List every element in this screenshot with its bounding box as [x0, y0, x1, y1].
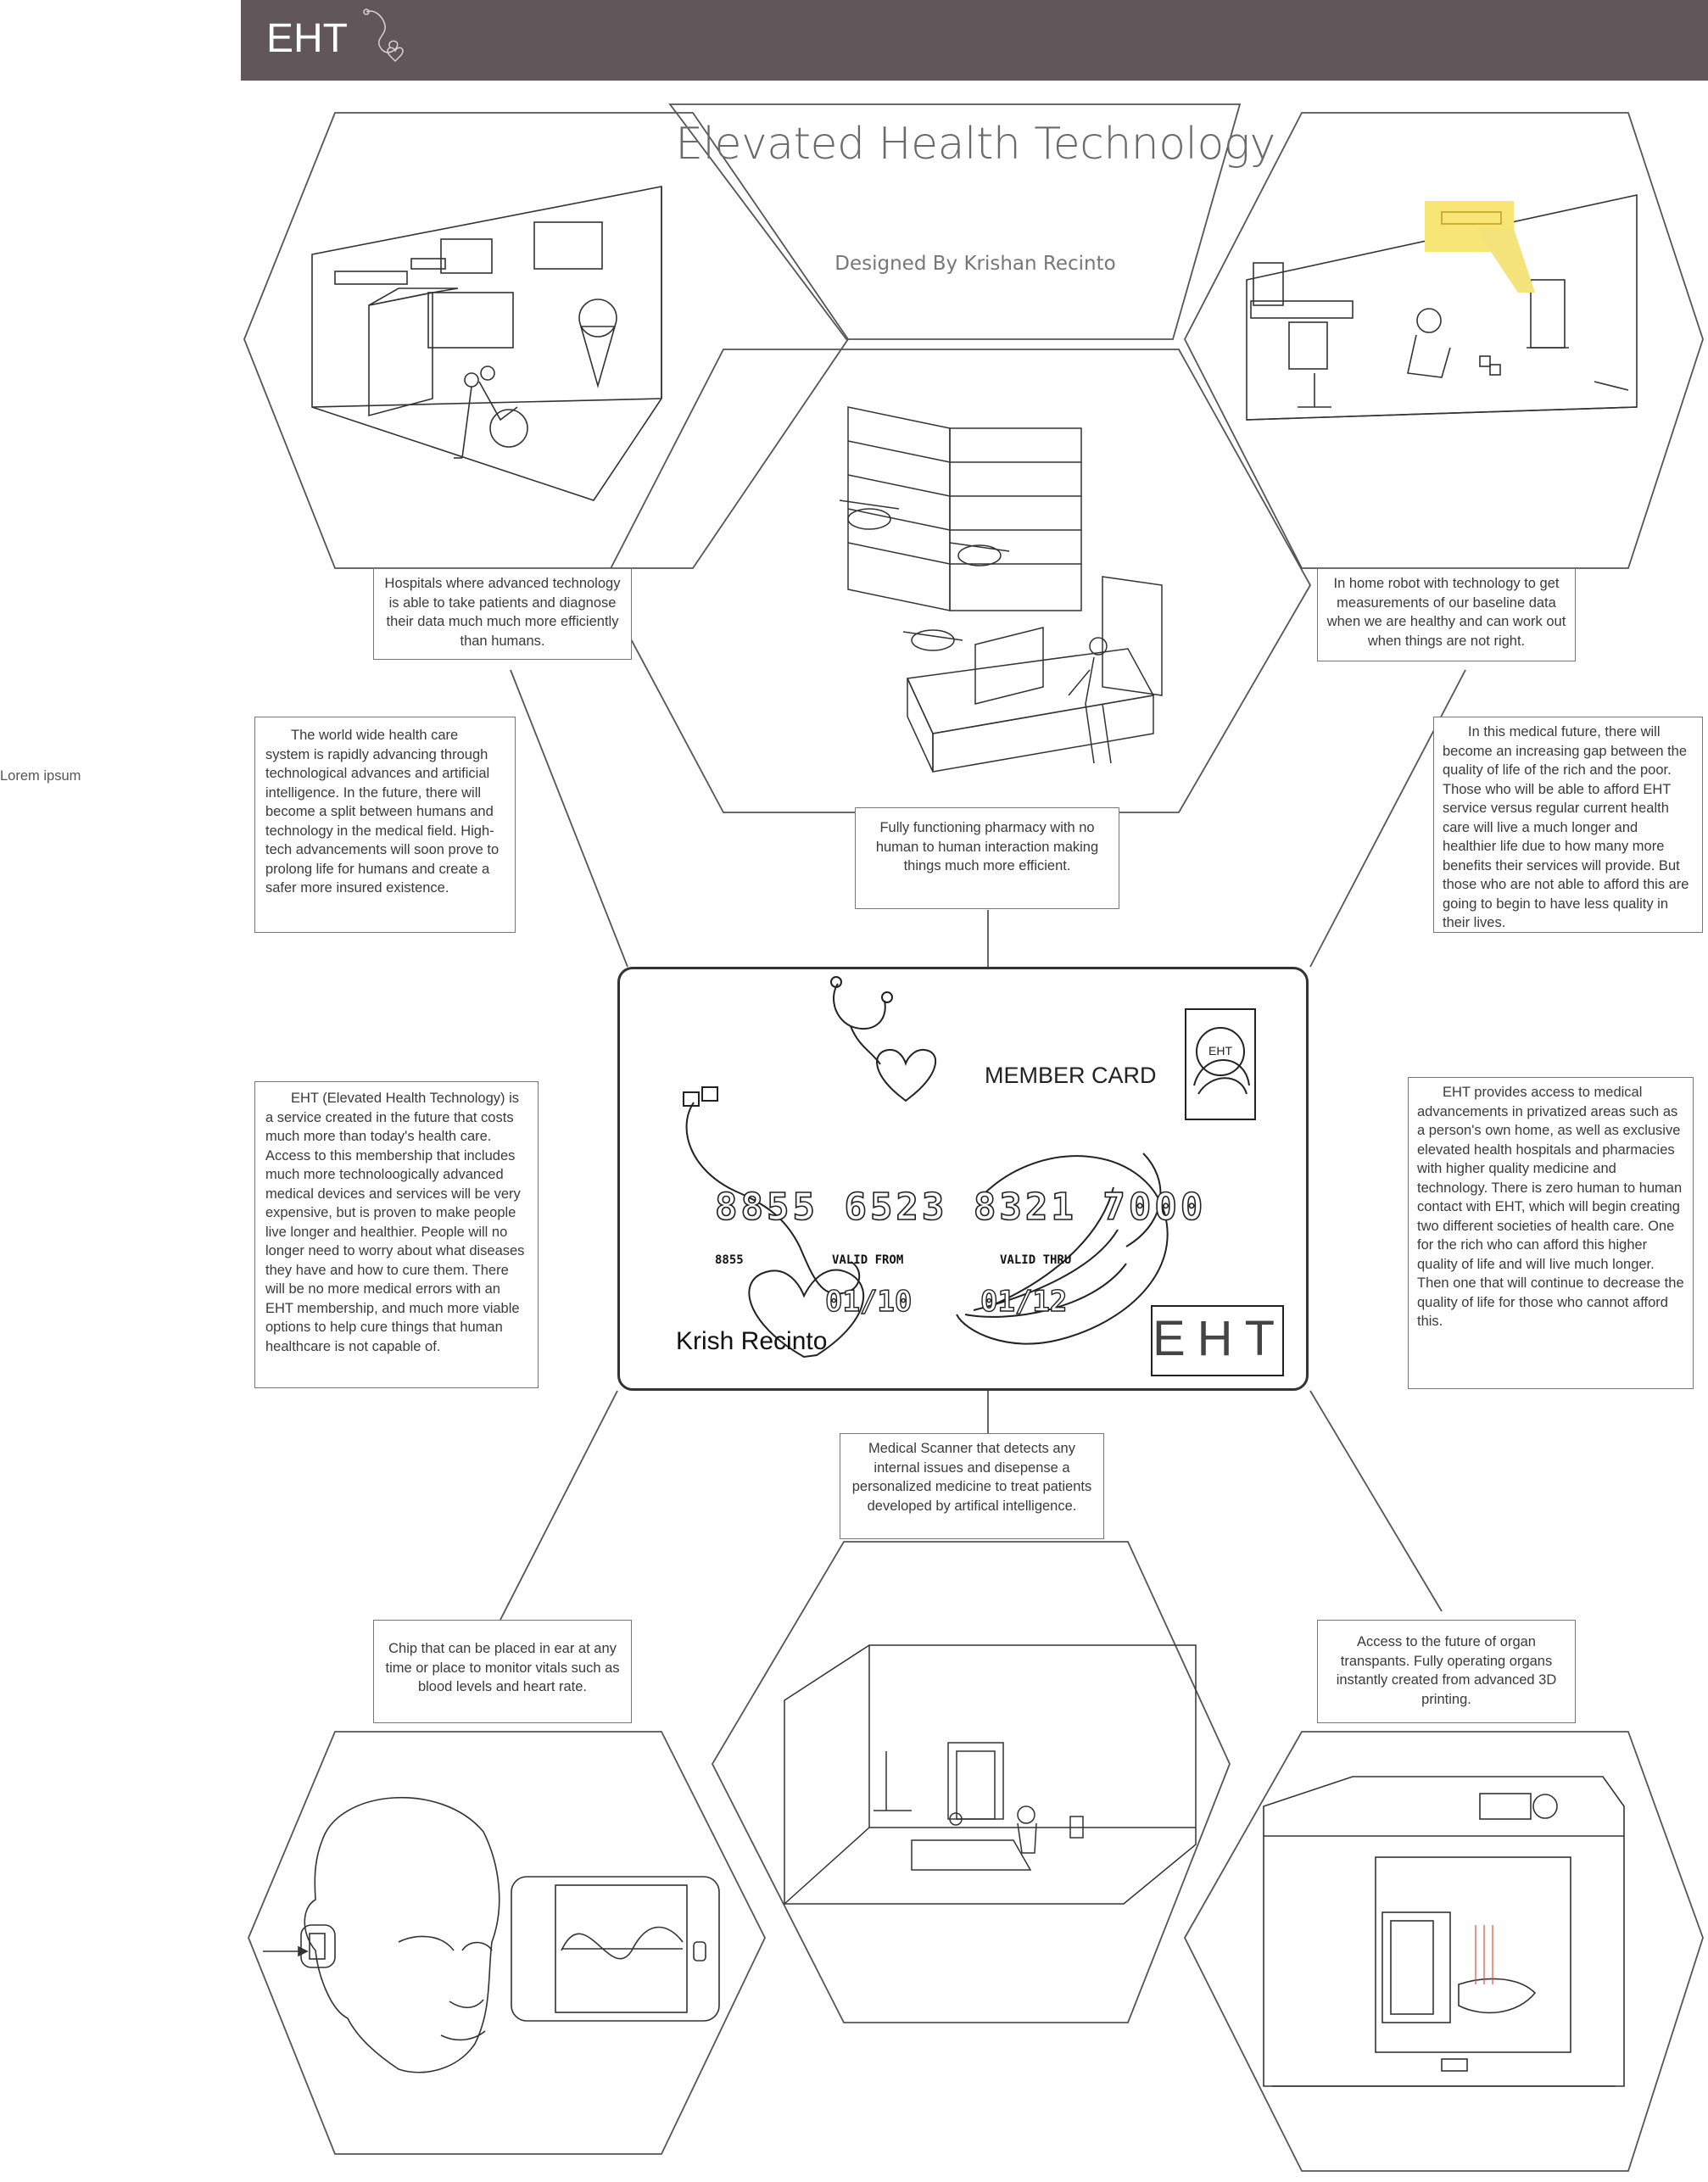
- paragraph-world-health-text: The world wide health care system is rapidly advancing through technological advances and artificial intelligence. In the future, there will become a split between humans and technology in the medical field. High-tech advancements will soon prove to prolong life for humans and create a safer more insured existence.: [265, 728, 500, 896]
- paragraph-world-health: [254, 717, 516, 933]
- scanner-illustration: [784, 1645, 1196, 1904]
- side-note: Lorem ipsum: [0, 768, 81, 784]
- caption-ear-chip: [373, 1620, 632, 1723]
- caption-pharmacy-text: Fully functioning pharmacy with no human to human interaction making things much more efficient.: [875, 820, 1099, 873]
- card-small-number: 8855: [715, 1253, 744, 1267]
- card-emblem-text: EHT: [1208, 1044, 1232, 1058]
- caption-organs-text: Access to the future of organ transpants. Fully operating organs instantly created from advanced 3D printing.: [1336, 1634, 1557, 1707]
- hexagon-pharmacy: [602, 349, 1310, 812]
- card-holder-name: Krish Recinto: [676, 1327, 828, 1355]
- organ-printer-illustration: [1264, 1777, 1624, 2086]
- caption-pharmacy: [855, 807, 1119, 909]
- connector-line: [511, 670, 628, 967]
- emblem: [1186, 1009, 1255, 1119]
- hexagon-scanner: [712, 1542, 1230, 2023]
- hexagon-organs: [1185, 1732, 1703, 2171]
- caption-hospital: [373, 568, 632, 660]
- card-valid-from-label: VALID FROM: [832, 1253, 904, 1267]
- connector-line: [500, 1391, 617, 1620]
- heart-icon: [877, 1050, 935, 1101]
- caption-organs: [1317, 1620, 1576, 1723]
- paragraph-eht-service: [254, 1081, 539, 1388]
- card-valid-from: 01/10: [825, 1285, 913, 1319]
- pharmacy-illustration: [840, 407, 1162, 772]
- hexagon-hospital: [244, 113, 848, 568]
- projection-beam: [1425, 201, 1535, 293]
- page-title: Elevated Health Technology: [675, 119, 1275, 170]
- hospital-illustration: [312, 187, 661, 500]
- logo-text: EHT: [266, 16, 348, 61]
- connector-line: [1310, 1391, 1442, 1611]
- caption-home-robot: [1317, 568, 1576, 661]
- paragraph-eht-access-text: EHT provides access to medical advancements in privatized areas such as a person's own home, as well as exclusive elevated health hospitals and pharmacies with higher quality medicine and technology. There is zero human to human contact with EHT, which will begin creating two different societies of health care. One for the rich who can afford this higher quality of life and will live much longer. Then one that will continue to decrease the quality of life for those who cannot afford this.: [1417, 1085, 1684, 1329]
- paragraph-rich-poor-text: In this medical future, there will become an increasing gap between the quality of life of the rich and the poor. Those who will be able to afford EHT service versus regular current health care will live a much longer and healthier life due to how many more benefits their services will provide. But those who are not able to afford this are going to begin to have less quality in their lives.: [1443, 724, 1689, 930]
- caption-home-robot-text: In home robot with technology to get measurements of our baseline data when we are healthy and can work out when things are not right.: [1326, 576, 1566, 649]
- paragraph-eht-access: [1408, 1077, 1694, 1389]
- arrow-icon: [263, 1947, 307, 1956]
- ear-chip-illustration: [301, 1798, 719, 2073]
- card-number: 8855 6523 8321 7000: [715, 1186, 1207, 1229]
- caption-hospital-text: Hospitals where advanced technology is able to take patients and diagnose their data much much more efficiently than humans.: [384, 576, 621, 649]
- caption-scanner: [840, 1433, 1104, 1539]
- caption-scanner-text: Medical Scanner that detects any internal issues and disepense a personalized medicine to treat patients developed by artifical intelligence.: [851, 1441, 1092, 1514]
- paragraph-rich-poor: [1433, 717, 1703, 933]
- card-valid-thru: 01/12: [980, 1285, 1068, 1319]
- card-member-label: MEMBER CARD: [985, 1063, 1157, 1088]
- page-subtitle: Designed By Krishan Recinto: [834, 253, 1116, 275]
- member-card: [617, 967, 1309, 1391]
- card-valid-thru-label: VALID THRU: [1000, 1253, 1072, 1267]
- laser-beams: [1476, 1925, 1493, 1984]
- card-brand: EHT: [1153, 1311, 1287, 1366]
- paragraph-eht-service-text: EHT (Elevated Health Technology) is a service created in the future that costs much more than today's health care. Access to this membership that includes much more technoloogically advanced medical devices and services will be very expensive, but is proven to make people live longer and healthier. People will no longer need to worry about what diseases they have and how to cure them. There will be no more medical errors with an EHT membership, and much more viable options to help cure things that human healthcare is not capable of.: [265, 1091, 525, 1354]
- caption-ear-chip-text: Chip that can be placed in ear at any time or place to monitor vitals such as blood levels and heart rate.: [385, 1641, 620, 1694]
